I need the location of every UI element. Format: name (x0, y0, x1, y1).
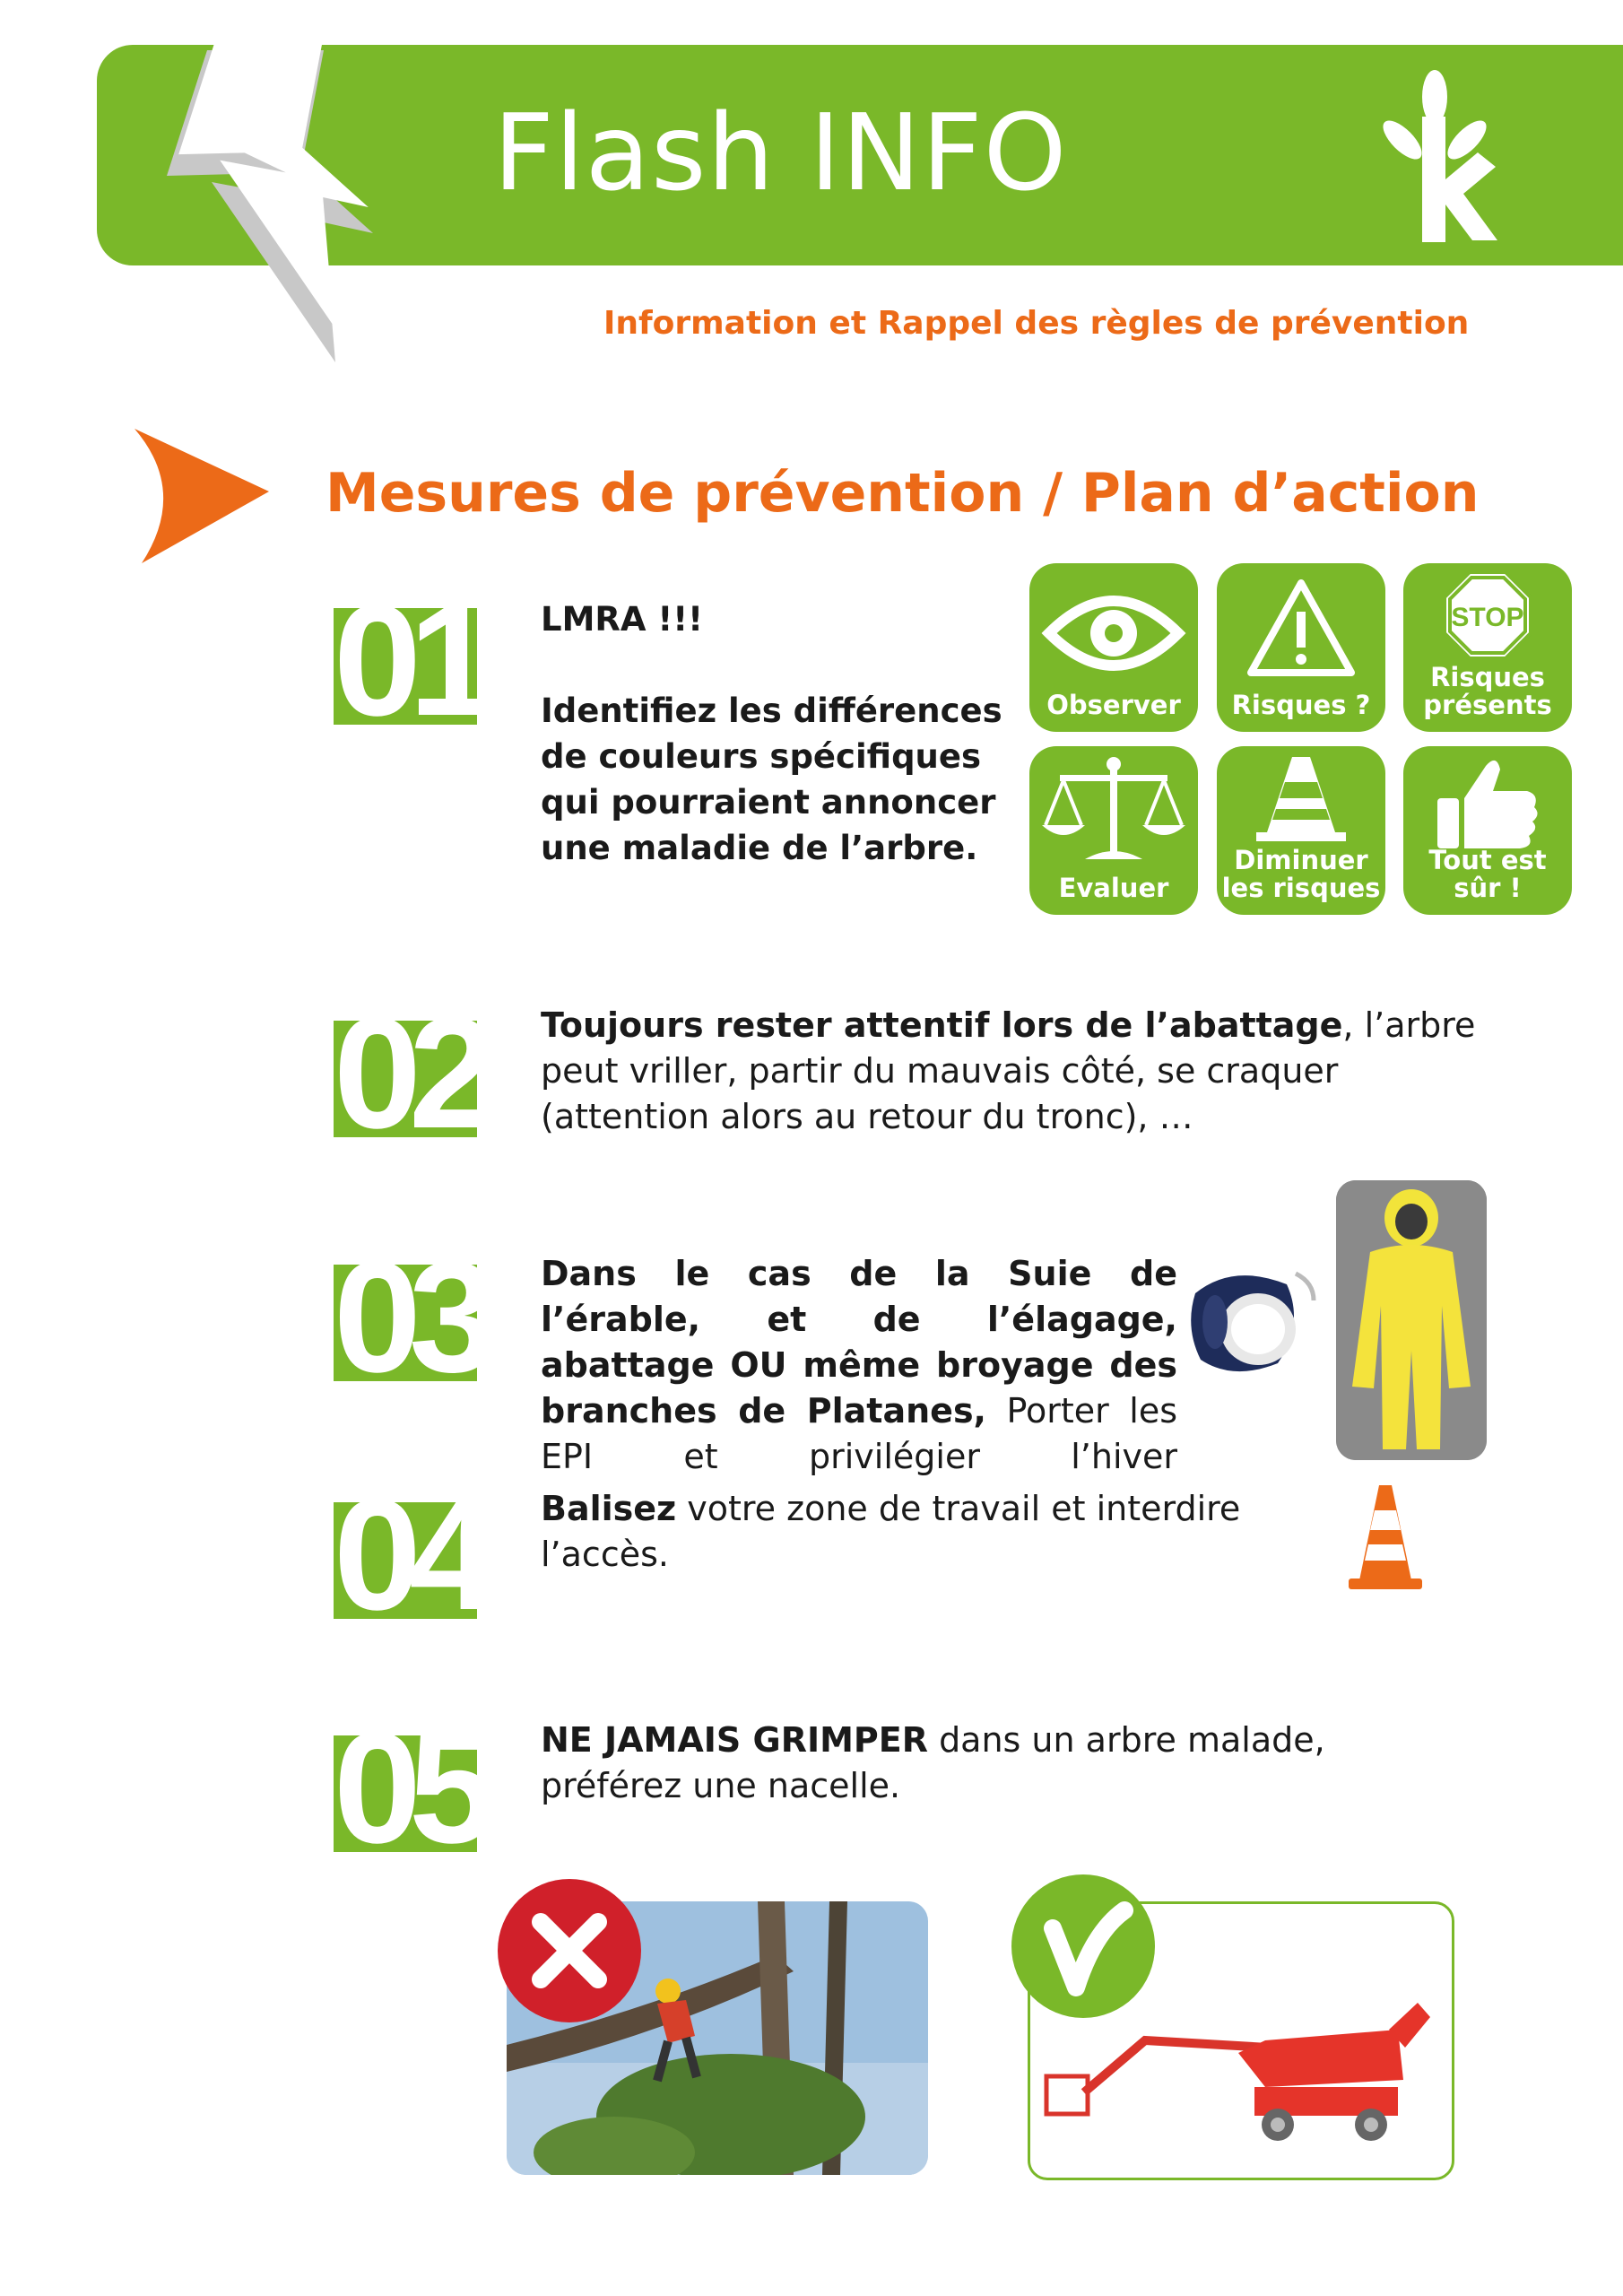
scales-icon (1029, 746, 1198, 872)
number-05: 05 (334, 1726, 484, 1861)
item-04-text (541, 1486, 1348, 1578)
respirator-mask-icon (1179, 1247, 1323, 1390)
arrow-icon (135, 429, 278, 563)
right-mark-icon (1011, 1874, 1155, 2018)
item-01-heading: LMRA !!! (541, 600, 704, 639)
item-05-body: dans un arbre malade, préférez une nacelle. (541, 1720, 1325, 1805)
item-02-body: , l’arbre peut vriller, partir du mauvais côté, se craquer (attention alors au retour du tronc), … (541, 1005, 1476, 1136)
logo-icon (1363, 63, 1506, 251)
item-03-body: Porter les EPI et privilégier l’hiver (541, 1391, 1177, 1476)
wrong-mark-icon (498, 1879, 641, 2022)
orange-cone-icon (1345, 1480, 1426, 1596)
lightning-bolt-icon (152, 36, 386, 377)
warning-icon (1217, 563, 1385, 689)
number-02: 02 (334, 1012, 484, 1146)
tile-evaluer: Evaluer (1029, 746, 1198, 915)
item-05-text (541, 1718, 1437, 1809)
number-01: 01 (334, 599, 484, 734)
thumbs-up-icon (1403, 746, 1572, 854)
item-02-text (541, 1003, 1509, 1140)
item-02-bold: Toujours rester attentif lors de l’abattage (541, 1005, 1343, 1045)
item-01-text (541, 596, 1007, 871)
tile-observer: Observer (1029, 563, 1198, 732)
item-04-body: votre zone de travail et interdire l’accès. (541, 1489, 1241, 1574)
stop-sign-icon (1403, 563, 1572, 671)
tile-risques-presents: STOP Risques présents (1403, 563, 1572, 732)
traffic-cone-icon (1217, 746, 1385, 854)
eye-icon (1029, 563, 1198, 689)
item-05-bold: NE JAMAIS GRIMPER (541, 1720, 928, 1760)
subtitle: Information et Rappel des règles de prévention (603, 305, 1470, 342)
item-03-text (541, 1251, 1177, 1480)
protective-suit-icon (1336, 1180, 1487, 1460)
item-01-body: Identifiez les différences de couleurs spécifiques qui pourraient annoncer une maladie de l’arbre. (541, 691, 1002, 867)
item-04-bold: Balisez (541, 1489, 677, 1528)
tile-risques: Risques ? (1217, 563, 1385, 732)
number-03: 03 (334, 1256, 484, 1390)
header-title: Flash INFO (493, 91, 1068, 214)
item-03-bold: Dans le cas de la Suie de l’érable, et de l’élagage, abattage OU même broyage des branches de Platanes, (541, 1254, 1177, 1431)
stop-sign-text: STOP (1451, 603, 1524, 632)
protective-suit-photo (1336, 1180, 1487, 1460)
section-title: Mesures de prévention / Plan d’action (325, 462, 1480, 525)
tile-tout-est-sur: Tout est sûr ! (1403, 746, 1572, 915)
number-04: 04 (334, 1493, 484, 1628)
tile-diminuer: Diminuer les risques (1217, 746, 1385, 915)
